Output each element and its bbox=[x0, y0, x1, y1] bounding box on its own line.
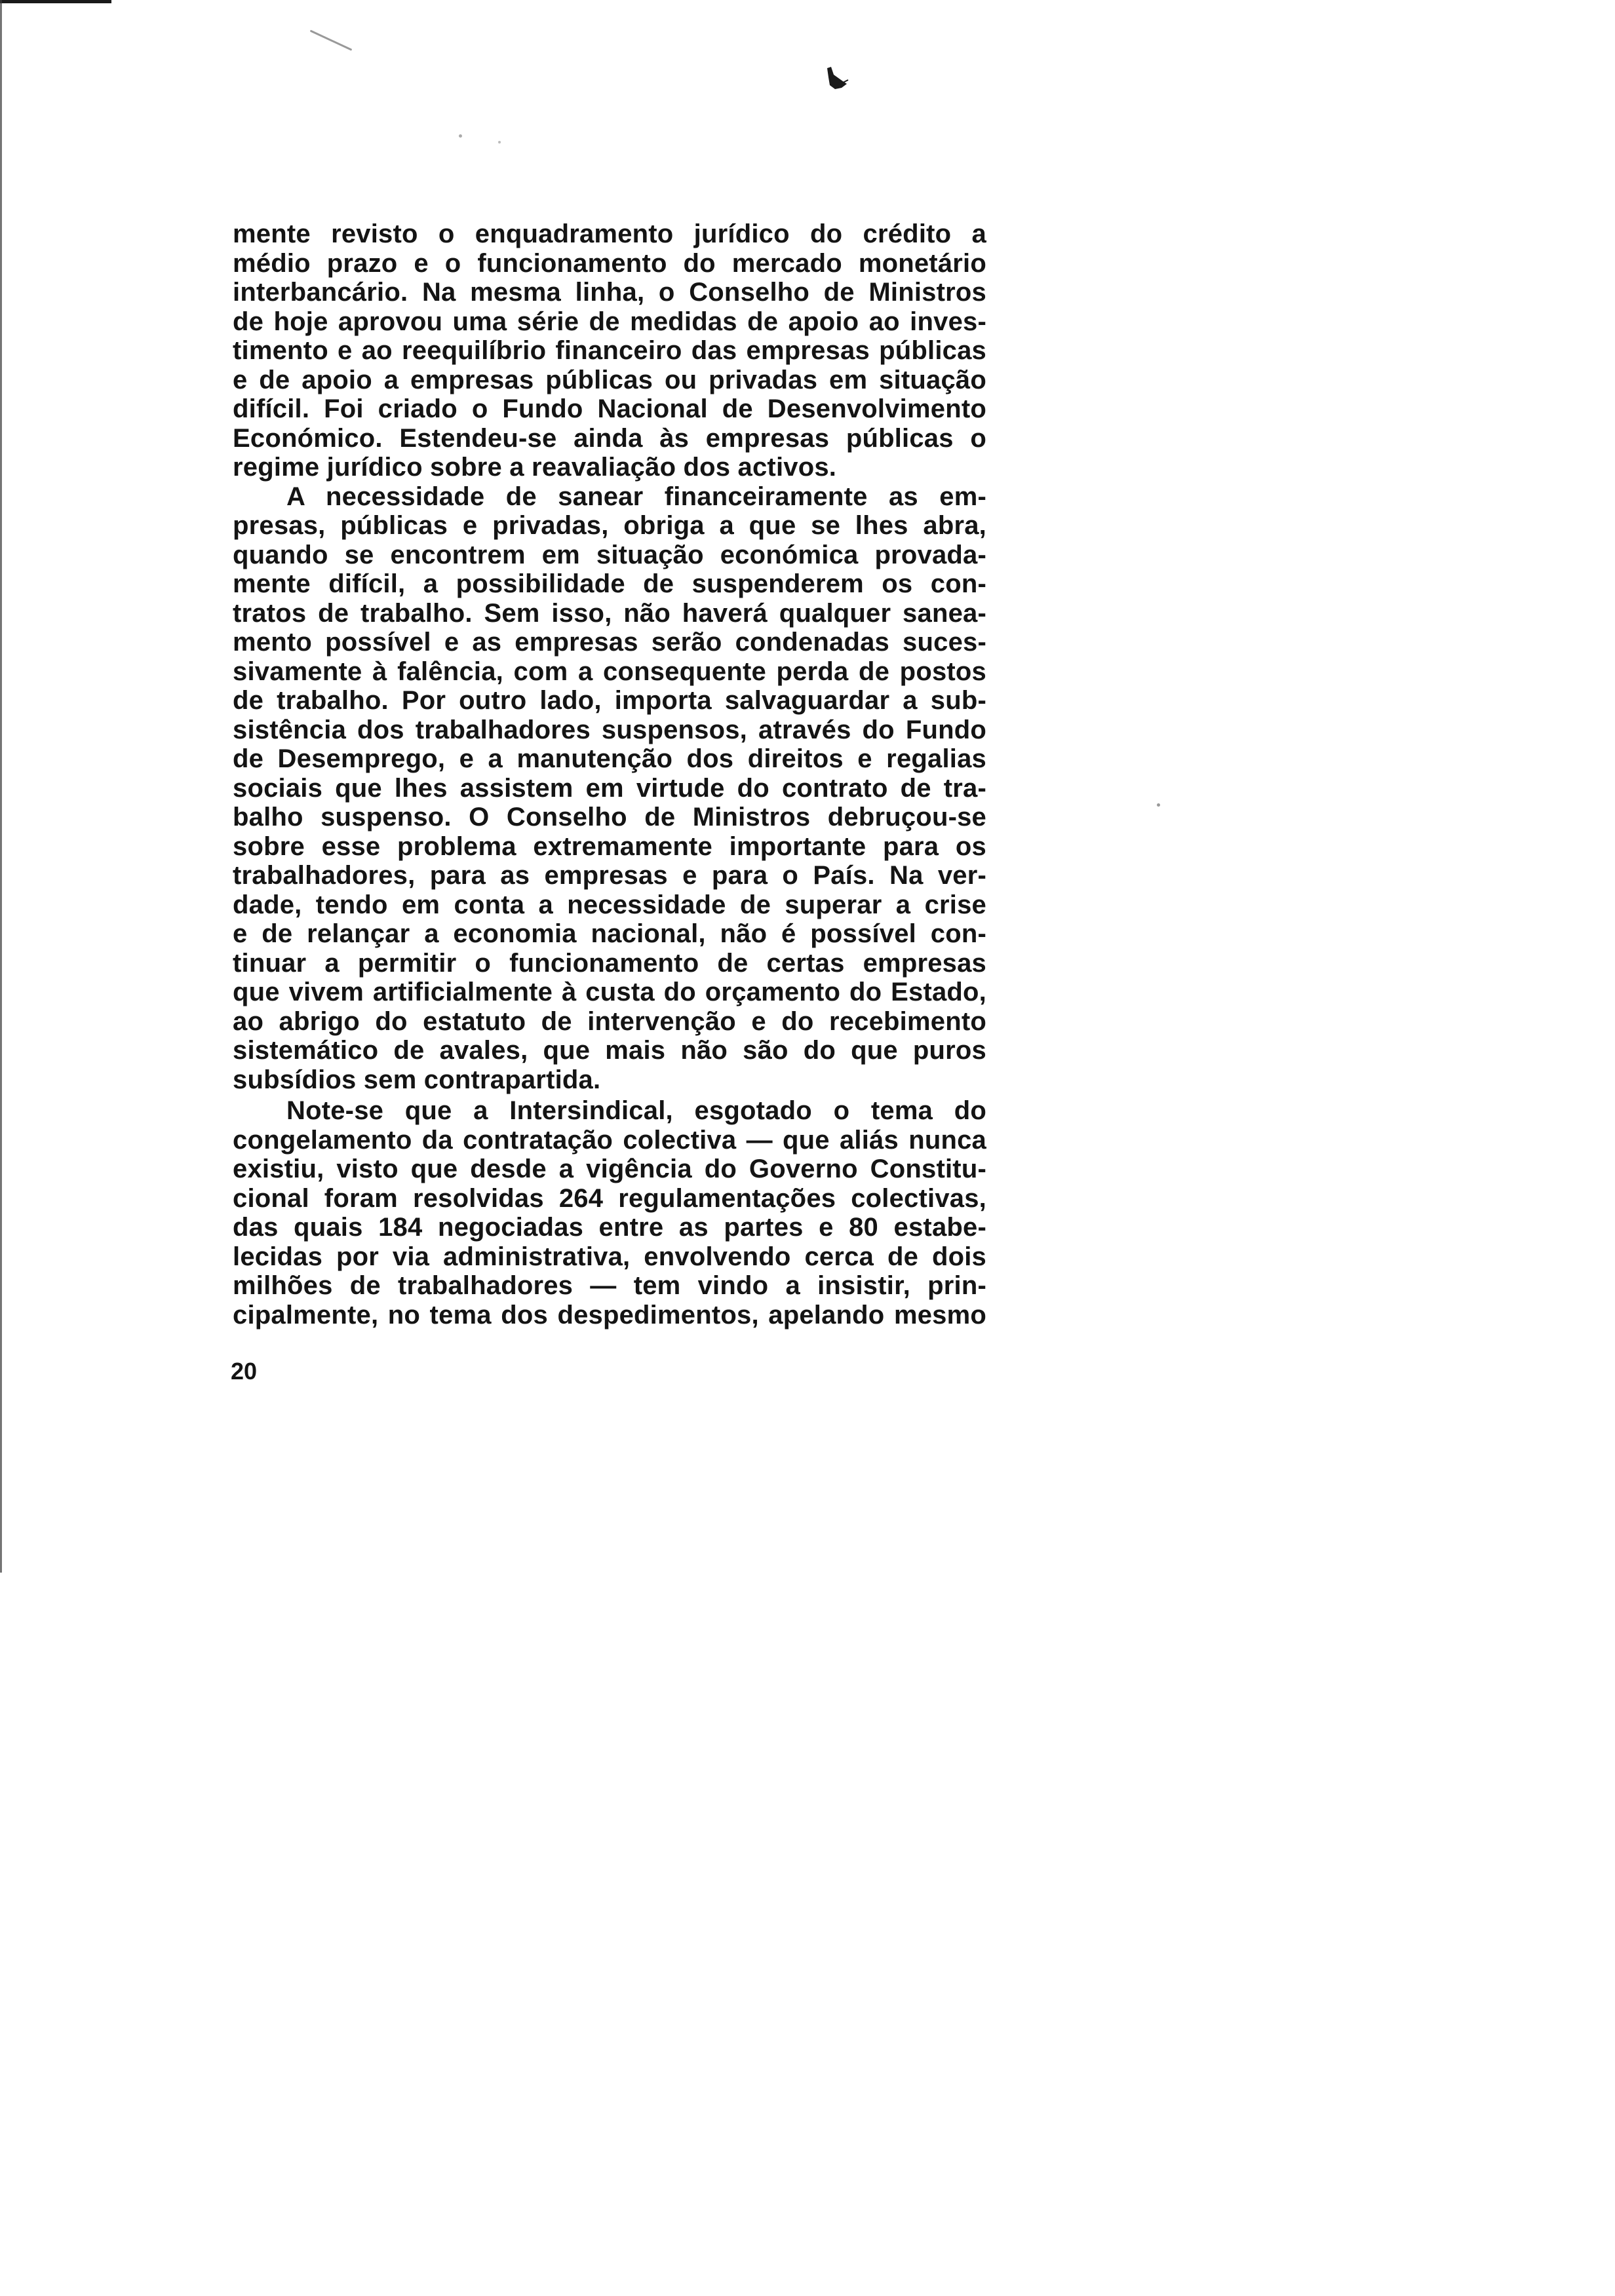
text-line: presas, públicas e privadas, obriga a que se lhes abra, bbox=[233, 511, 986, 540]
text-line: cional foram resolvidas 264 regulamentações colectivas, bbox=[233, 1183, 986, 1213]
text-line: regime jurídico sobre a reavaliação dos activos. bbox=[233, 453, 837, 482]
text-line: mento possível e as empresas serão condenadas suces- bbox=[233, 628, 986, 657]
text-line: Note-se que a Intersindical, esgotado o tema do bbox=[286, 1096, 986, 1125]
scan-edge-top bbox=[0, 0, 111, 3]
text-line: balho suspenso. O Conselho de Ministros debruçou-se bbox=[233, 803, 986, 832]
text-line: mente difícil, a possibilidade de suspenderem os con- bbox=[233, 569, 986, 598]
scan-edge-left bbox=[0, 0, 2, 1573]
text-line: cipalmente, no tema dos despedimentos, apelando mesmo bbox=[233, 1300, 986, 1330]
text-line: e de apoio a empresas públicas ou privadas em situação bbox=[233, 365, 986, 394]
text-line: que vivem artificialmente à custa do orçamento do Estado, bbox=[233, 978, 986, 1006]
text-line: trabalhadores, para as empresas e para o País. Na ver- bbox=[233, 861, 986, 890]
text-line: timento e ao reequilíbrio financeiro das empresas públicas bbox=[233, 336, 986, 365]
scan-speck bbox=[498, 141, 501, 144]
text-line: de Desemprego, e a manutenção dos direitos e regalias bbox=[233, 744, 986, 773]
text-line: de trabalho. Por outro lado, importa salvaguardar a sub- bbox=[233, 686, 986, 715]
text-line: sistemático de avales, que mais não são do que puros bbox=[233, 1036, 986, 1065]
text-line: médio prazo e o funcionamento do mercado monetário bbox=[233, 248, 986, 278]
text-line: tinuar a permitir o funcionamento de certas empresas bbox=[233, 948, 986, 978]
text-line: existiu, visto que desde a vigência do Governo Constitu- bbox=[233, 1155, 986, 1183]
scan-mark-icon bbox=[823, 66, 849, 93]
paragraph-1 bbox=[233, 220, 986, 482]
text-line: dade, tendo em conta a necessidade de superar a crise bbox=[233, 890, 986, 919]
scan-speck bbox=[310, 29, 353, 50]
text-line: e de relançar a economia nacional, não é possível con- bbox=[233, 919, 986, 948]
text-line: tratos de trabalho. Sem isso, não haverá qualquer sanea- bbox=[233, 598, 986, 628]
paragraph-2 bbox=[233, 482, 986, 1095]
text-line: ao abrigo do estatuto de intervenção e do recebimento bbox=[233, 1006, 986, 1036]
text-line: lecidas por via administrativa, envolvendo cerca de dois bbox=[233, 1242, 986, 1271]
paragraph-3 bbox=[233, 1096, 986, 1330]
text-line: quando se encontrem em situação económica provada- bbox=[233, 540, 986, 569]
text-line: sistência dos trabalhadores suspensos, através do Fundo bbox=[233, 715, 986, 744]
text-line: de hoje aprovou uma série de medidas de apoio ao inves- bbox=[233, 307, 986, 336]
text-line: congelamento da contratação colectiva — que aliás nunca bbox=[233, 1125, 986, 1155]
scan-speck bbox=[1157, 803, 1160, 807]
text-line: sobre esse problema extremamente importante para os bbox=[233, 832, 986, 861]
text-line: interbancário. Na mesma linha, o Conselho de Ministros bbox=[233, 278, 986, 307]
text-line: mente revisto o enquadramento jurídico do crédito a bbox=[233, 220, 986, 248]
text-line: sivamente à falência, com a consequente perda de postos bbox=[233, 657, 986, 686]
scan-speck bbox=[459, 134, 462, 138]
text-line: A necessidade de sanear financeiramente as em- bbox=[286, 482, 986, 511]
text-line: Económico. Estendeu-se ainda às empresas públicas o bbox=[233, 423, 986, 453]
text-line: subsídios sem contrapartida. bbox=[233, 1065, 601, 1094]
text-line: difícil. Foi criado o Fundo Nacional de Desenvolvimento bbox=[233, 394, 986, 423]
text-line: milhões de trabalhadores — tem vindo a insistir, prin- bbox=[233, 1271, 986, 1300]
document-body bbox=[233, 220, 986, 1330]
page-number: 20 bbox=[231, 1358, 258, 1385]
text-line: sociais que lhes assistem em virtude do contrato de tra- bbox=[233, 773, 986, 803]
text-line: das quais 184 negociadas entre as partes e 80 estabe- bbox=[233, 1213, 986, 1242]
